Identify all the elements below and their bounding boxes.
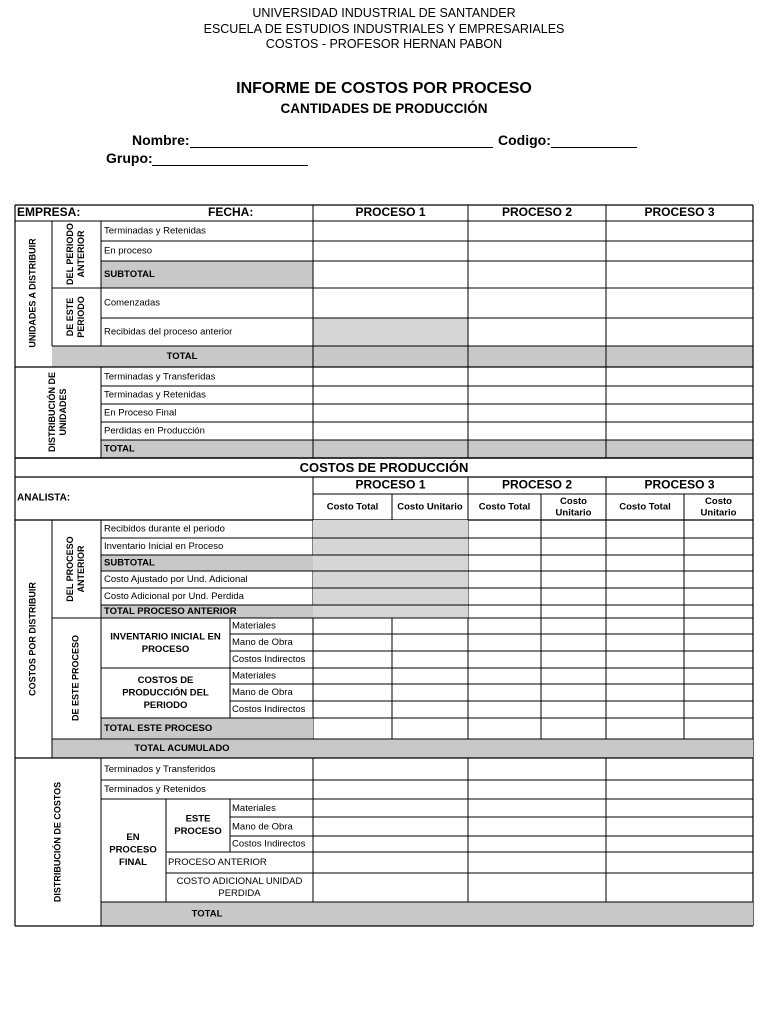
cost-input-cell[interactable]	[393, 685, 467, 700]
school-name: ESCUELA DE ESTUDIOS INDUSTRIALES Y EMPRESARIALES	[203, 21, 565, 36]
cost-input-cell[interactable]	[314, 669, 391, 683]
distribution-input-cell[interactable]	[607, 853, 752, 872]
cost-input-cell[interactable]	[393, 635, 467, 650]
quantity-input-cell[interactable]	[607, 368, 752, 385]
quantity-input-cell[interactable]	[607, 347, 752, 366]
sub-header-4: Unitario	[555, 507, 592, 519]
distribution-input-cell[interactable]	[469, 903, 605, 925]
process-1-header: PROCESO 1	[355, 205, 426, 220]
grupo-label: Grupo:	[106, 150, 153, 166]
cost-input-cell[interactable]	[607, 539, 683, 554]
cost-input-cell[interactable]	[607, 740, 683, 757]
cost-input-cell[interactable]	[542, 635, 605, 650]
cost-input-cell[interactable]	[393, 556, 467, 570]
cost-input-cell[interactable]	[393, 669, 467, 683]
cost-input-cell[interactable]	[542, 539, 605, 554]
quantity-input-cell[interactable]	[314, 441, 467, 457]
costos-produccion-periodo-label: PRODUCCIÓN DEL	[122, 687, 209, 699]
costos-produccion-periodo-label: COSTOS DE	[137, 675, 194, 687]
report-title: INFORME DE COSTOS POR PROCESO	[236, 80, 532, 97]
row-final-mano-obra: Mano de Obra	[232, 821, 293, 833]
quantity-input-cell[interactable]	[314, 222, 467, 240]
row-recibidos: Recibidos durante el periodo	[104, 523, 225, 535]
distribution-input-cell[interactable]	[314, 781, 467, 798]
distribution-input-cell[interactable]	[469, 800, 605, 816]
cost-input-cell[interactable]	[542, 521, 605, 537]
row-cost-subtotal: SUBTOTAL	[104, 557, 155, 569]
distribucion-costos-label: DISTRIBUCIÓN DE COSTOS	[52, 781, 63, 903]
quantity-input-cell[interactable]	[469, 319, 605, 345]
cost-input-cell[interactable]	[685, 652, 752, 667]
cost-input-cell[interactable]	[542, 740, 605, 757]
quantity-input-cell[interactable]	[469, 441, 605, 457]
sub-header-6: Unitario	[700, 507, 737, 519]
cost-input-cell[interactable]	[542, 685, 605, 700]
cost-input-cell[interactable]	[685, 702, 752, 717]
row-final-costo-adicional: PERDIDA	[218, 888, 261, 900]
cost-input-cell[interactable]	[685, 606, 752, 617]
cost-input-cell[interactable]	[469, 606, 540, 617]
cost-process-1-header: PROCESO 1	[355, 477, 426, 492]
distribution-input-cell[interactable]	[314, 818, 467, 835]
distribution-input-cell[interactable]	[314, 759, 467, 779]
unidades-a-distribuir-label: UNIDADES A DISTRIBUIR	[27, 238, 38, 348]
cost-input-cell[interactable]	[607, 719, 683, 738]
row-terminadas-retenidas-2: Terminadas y Retenidas	[104, 389, 206, 401]
quantity-input-cell[interactable]	[607, 387, 752, 403]
distribution-input-cell[interactable]	[607, 818, 752, 835]
cost-input-cell[interactable]	[607, 619, 683, 633]
cost-input-cell[interactable]	[314, 619, 391, 633]
row-terminados-retenidos: Terminados y Retenidos	[104, 784, 206, 796]
cost-input-cell[interactable]	[469, 702, 540, 717]
cost-input-cell[interactable]	[469, 572, 540, 587]
cost-process-2-header: PROCESO 2	[501, 477, 573, 492]
costos-produccion-periodo-label: PERIODO	[143, 700, 188, 712]
sub-header-4: Costo	[560, 495, 587, 507]
cost-input-cell[interactable]	[393, 702, 467, 717]
cost-input-cell[interactable]	[314, 539, 391, 554]
periodo-anterior-label: DEL PERIODO	[64, 223, 75, 285]
cost-input-cell[interactable]	[607, 685, 683, 700]
cost-input-cell[interactable]	[393, 719, 467, 738]
quantity-input-cell[interactable]	[469, 387, 605, 403]
row-final-costo-adicional: COSTO ADICIONAL UNIDAD	[176, 876, 303, 888]
quantity-input-cell[interactable]	[607, 423, 752, 439]
distribution-input-cell[interactable]	[469, 781, 605, 798]
cost-input-cell[interactable]	[469, 556, 540, 570]
cost-input-cell[interactable]	[607, 652, 683, 667]
cost-input-cell[interactable]	[469, 669, 540, 683]
cost-input-cell[interactable]	[314, 652, 391, 667]
cost-input-cell[interactable]	[607, 589, 683, 604]
cost-input-cell[interactable]	[314, 572, 391, 587]
proceso-anterior-label: DEL PROCESO	[64, 536, 75, 602]
analista-label: ANALISTA:	[17, 492, 71, 504]
cost-input-cell[interactable]	[607, 606, 683, 617]
cost-input-cell[interactable]	[685, 740, 752, 757]
row-cost-element: Costos Indirectos	[232, 654, 306, 666]
row-en-proceso-final: En Proceso Final	[104, 407, 177, 419]
row-final-costos-indirectos: Costos Indirectos	[232, 838, 306, 850]
row-cost-element: Materiales	[232, 620, 276, 632]
cost-input-cell[interactable]	[393, 589, 467, 604]
cost-input-cell[interactable]	[469, 589, 540, 604]
cost-input-cell[interactable]	[314, 635, 391, 650]
cost-input-cell[interactable]	[685, 685, 752, 700]
row-comenzadas: Comenzadas	[104, 297, 160, 309]
cost-input-cell[interactable]	[542, 589, 605, 604]
cost-input-cell[interactable]	[607, 669, 683, 683]
distribution-input-cell[interactable]	[314, 800, 467, 816]
sub-header-5: Costo Total	[619, 501, 671, 513]
periodo-anterior-label: ANTERIOR	[75, 230, 86, 278]
cost-input-cell[interactable]	[314, 702, 391, 717]
quantity-input-cell[interactable]	[314, 423, 467, 439]
distribution-input-cell[interactable]	[469, 837, 605, 851]
quantity-input-cell[interactable]	[314, 242, 467, 260]
inventario-inicial-en-proceso-label: PROCESO	[141, 643, 190, 655]
cost-input-cell[interactable]	[685, 572, 752, 587]
row-costo-adicional: Costo Adicional por Und. Perdida	[104, 591, 244, 603]
row-cost-element: Mano de Obra	[232, 637, 293, 649]
cost-input-cell[interactable]	[314, 719, 391, 738]
row-final-materiales: Materiales	[232, 803, 276, 815]
cost-input-cell[interactable]	[685, 669, 752, 683]
cost-input-cell[interactable]	[542, 719, 605, 738]
cost-input-cell[interactable]	[469, 635, 540, 650]
quantity-input-cell[interactable]	[607, 319, 752, 345]
empresa-label: EMPRESA:	[17, 205, 81, 220]
cost-input-cell[interactable]	[314, 740, 391, 757]
costos-produccion-title: COSTOS DE PRODUCCIÓN	[299, 459, 469, 475]
report-subtitle: CANTIDADES DE PRODUCCIÓN	[280, 101, 488, 116]
inventario-inicial-en-proceso-label: INVENTARIO INICIAL EN	[110, 631, 221, 643]
row-cost-element: Costos Indirectos	[232, 704, 306, 716]
cost-input-cell[interactable]	[607, 521, 683, 537]
quantity-input-cell[interactable]	[607, 262, 752, 287]
row-perdidas: Perdidas en Producción	[104, 425, 205, 437]
quantity-input-cell[interactable]	[314, 387, 467, 403]
row-terminadas-retenidas: Terminadas y Retenidas	[104, 225, 206, 237]
cost-input-cell[interactable]	[393, 521, 467, 537]
row-terminadas-transferidas: Terminadas y Transferidas	[104, 371, 216, 383]
en-proceso-final-label: EN	[126, 832, 140, 844]
cost-input-cell[interactable]	[314, 685, 391, 700]
quantity-input-cell[interactable]	[469, 222, 605, 240]
quantity-input-cell[interactable]	[469, 262, 605, 287]
distribution-input-cell[interactable]	[607, 800, 752, 816]
quantity-input-cell[interactable]	[314, 262, 467, 287]
distribution-input-cell[interactable]	[607, 874, 752, 901]
cost-input-cell[interactable]	[469, 685, 540, 700]
cost-input-cell[interactable]	[393, 572, 467, 587]
cost-input-cell[interactable]	[685, 539, 752, 554]
distribution-input-cell[interactable]	[314, 837, 467, 851]
cost-input-cell[interactable]	[469, 740, 540, 757]
distribucion-unidades-label: DISTRIBUCIÓN DE	[46, 371, 57, 453]
nombre-label: Nombre:	[132, 132, 190, 148]
quantity-input-cell[interactable]	[314, 405, 467, 421]
row-total-acumulado: TOTAL ACUMULADO	[134, 743, 230, 755]
este-periodo-label: PERIODO	[75, 296, 86, 338]
proceso-anterior-label: ANTERIOR	[75, 545, 86, 593]
quantity-input-cell[interactable]	[607, 289, 752, 317]
university-name: UNIVERSIDAD INDUSTRIAL DE SANTANDER	[252, 6, 516, 20]
este-proceso-label: DE ESTE PROCESO	[70, 634, 81, 722]
quantity-input-cell[interactable]	[469, 289, 605, 317]
cost-input-cell[interactable]	[393, 539, 467, 554]
row-subtotal: SUBTOTAL	[104, 269, 155, 281]
cost-input-cell[interactable]	[469, 719, 540, 738]
este-periodo-label: DE ESTE	[64, 297, 75, 337]
distribution-input-cell[interactable]	[607, 759, 752, 779]
cost-input-cell[interactable]	[542, 652, 605, 667]
cost-input-cell[interactable]	[685, 556, 752, 570]
cost-input-cell[interactable]	[685, 719, 752, 738]
quantity-input-cell[interactable]	[314, 319, 467, 345]
cost-input-cell[interactable]	[542, 606, 605, 617]
cost-input-cell[interactable]	[393, 619, 467, 633]
en-proceso-final-label: PROCESO	[109, 844, 157, 856]
cost-input-cell[interactable]	[314, 556, 391, 570]
cost-input-cell[interactable]	[393, 652, 467, 667]
quantity-input-cell[interactable]	[314, 347, 467, 366]
quantity-input-cell[interactable]	[469, 405, 605, 421]
row-final-total: TOTAL	[191, 908, 223, 920]
distribution-input-cell[interactable]	[607, 781, 752, 798]
cost-input-cell[interactable]	[607, 702, 683, 717]
cost-input-cell[interactable]	[314, 606, 391, 617]
fecha-label: FECHA:	[208, 205, 254, 220]
row-terminados-transferidos: Terminados y Transferidos	[104, 764, 216, 776]
sub-header-6: Costo	[705, 495, 732, 507]
cost-input-cell[interactable]	[542, 556, 605, 570]
quantity-input-cell[interactable]	[607, 405, 752, 421]
sub-header-1: Costo Total	[326, 501, 379, 513]
distribution-input-cell[interactable]	[314, 903, 467, 925]
distribution-input-cell[interactable]	[607, 903, 752, 925]
sub-header-2: Costo Unitario	[397, 501, 463, 513]
sub-header-3: Costo Total	[478, 501, 531, 513]
distribution-input-cell[interactable]	[469, 759, 605, 779]
quantity-input-cell[interactable]	[469, 242, 605, 260]
cost-input-cell[interactable]	[542, 702, 605, 717]
cost-input-cell[interactable]	[542, 669, 605, 683]
quantity-input-cell[interactable]	[607, 222, 752, 240]
row-total-proceso-anterior: TOTAL PROCESO ANTERIOR	[104, 606, 237, 618]
cost-input-cell[interactable]	[469, 619, 540, 633]
process-3-header: PROCESO 3	[644, 205, 715, 220]
course-name: COSTOS - PROFESOR HERNAN PABON	[265, 37, 503, 51]
cost-input-cell[interactable]	[542, 572, 605, 587]
distribution-input-cell[interactable]	[607, 837, 752, 851]
cost-input-cell[interactable]	[314, 589, 391, 604]
quantity-input-cell[interactable]	[469, 368, 605, 385]
cost-input-cell[interactable]	[685, 521, 752, 537]
distribution-input-cell[interactable]	[314, 853, 467, 872]
este-proceso-sub-label: PROCESO	[174, 825, 222, 837]
cost-input-cell[interactable]	[393, 740, 467, 757]
costos-por-distribuir-label: COSTOS POR DISTRIBUIR	[27, 582, 38, 696]
row-inventario-inicial: Inventario Inicial en Proceso	[104, 541, 224, 553]
cost-input-cell[interactable]	[469, 521, 540, 537]
distribucion-unidades-label: UNIDADES	[57, 388, 68, 436]
quantity-input-cell[interactable]	[314, 289, 467, 317]
cost-process-3-header: PROCESO 3	[644, 477, 715, 492]
row-costo-ajustado: Costo Ajustado por Und. Adicional	[104, 574, 248, 586]
distribution-input-cell[interactable]	[469, 874, 605, 901]
cost-input-cell[interactable]	[685, 635, 752, 650]
este-proceso-sub-label: ESTE	[185, 813, 211, 825]
row-cost-element: Materiales	[232, 670, 276, 682]
row-recibidas: Recibidas del proceso anterior	[104, 326, 233, 338]
process-2-header: PROCESO 2	[501, 205, 573, 220]
row-cost-element: Mano de Obra	[232, 687, 293, 699]
row-final-proceso-anterior: PROCESO ANTERIOR	[168, 857, 267, 869]
cost-input-cell[interactable]	[542, 619, 605, 633]
cost-input-cell[interactable]	[607, 635, 683, 650]
row-total-este-proceso: TOTAL ESTE PROCESO	[104, 723, 213, 735]
cost-input-cell[interactable]	[685, 619, 752, 633]
row-total-2: TOTAL	[104, 443, 135, 455]
quantity-input-cell[interactable]	[469, 423, 605, 439]
quantity-input-cell[interactable]	[314, 368, 467, 385]
en-proceso-final-label: FINAL	[119, 857, 147, 869]
cost-input-cell[interactable]	[607, 572, 683, 587]
row-total: TOTAL	[166, 351, 198, 363]
cost-input-cell[interactable]	[607, 556, 683, 570]
cost-input-cell[interactable]	[685, 589, 752, 604]
quantity-input-cell[interactable]	[607, 242, 752, 260]
cost-input-cell[interactable]	[469, 539, 540, 554]
cost-input-cell[interactable]	[393, 606, 467, 617]
quantity-input-cell[interactable]	[607, 441, 752, 457]
cost-input-cell[interactable]	[469, 652, 540, 667]
distribution-input-cell[interactable]	[469, 853, 605, 872]
quantity-input-cell[interactable]	[469, 347, 605, 366]
cost-input-cell[interactable]	[314, 521, 391, 537]
codigo-label: Codigo:	[498, 132, 551, 148]
row-en-proceso: En proceso	[104, 245, 153, 257]
distribution-input-cell[interactable]	[469, 818, 605, 835]
distribution-input-cell[interactable]	[314, 874, 467, 901]
